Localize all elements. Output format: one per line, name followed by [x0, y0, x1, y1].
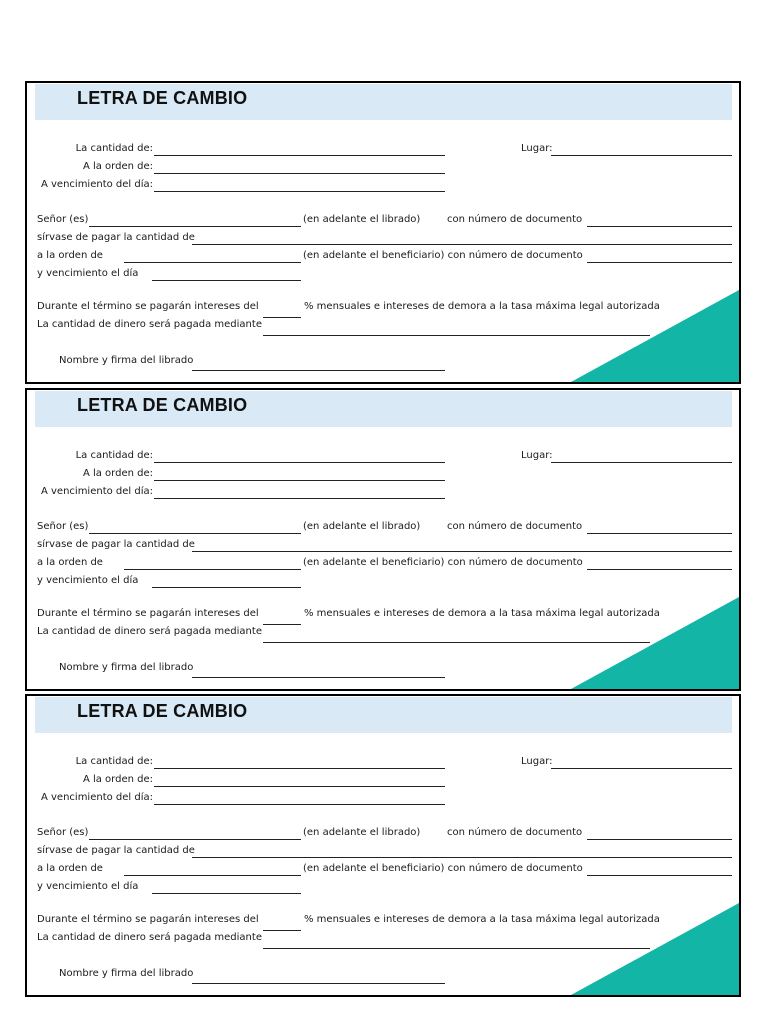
- cantidad-label: La cantidad de:: [75, 756, 153, 767]
- orden-label: A la orden de:: [82, 161, 153, 172]
- senor-field[interactable]: [89, 839, 301, 840]
- mensuales-label: % mensuales e intereses de demora a la tasa máxima legal autorizada: [304, 914, 660, 925]
- documento-label: con número de documento: [447, 827, 583, 838]
- beneficiario-label: (en adelante el beneficiario) con número de documento: [303, 863, 583, 874]
- documento-beneficiario-field[interactable]: [587, 875, 732, 876]
- a-la-orden-field[interactable]: [124, 875, 301, 876]
- vencimiento-label: A vencimiento del día:: [40, 179, 153, 190]
- lugar-field[interactable]: [551, 768, 732, 769]
- y-vencimiento-label: y vencimiento el día: [37, 268, 139, 279]
- orden-field[interactable]: [154, 173, 445, 174]
- letra-de-cambio-form: [25, 388, 741, 691]
- cantidad-label: La cantidad de:: [75, 450, 153, 461]
- sirvase-label: sírvase de pagar la cantidad de: [37, 539, 195, 550]
- senor-label: Señor (es): [37, 827, 89, 838]
- lugar-label: Lugar:: [521, 756, 553, 767]
- firma-field[interactable]: [192, 370, 445, 371]
- sirvase-label: sírvase de pagar la cantidad de: [37, 845, 195, 856]
- pagada-field[interactable]: [263, 335, 650, 336]
- durante-label: Durante el término se pagarán intereses del: [37, 608, 259, 619]
- documento-librado-field[interactable]: [587, 226, 732, 227]
- sirvase-field[interactable]: [192, 244, 732, 245]
- firma-field[interactable]: [192, 983, 445, 984]
- senor-field[interactable]: [89, 226, 301, 227]
- firma-label: Nombre y firma del librado: [59, 355, 194, 366]
- letra-de-cambio-form: [25, 694, 741, 997]
- lugar-label: Lugar:: [521, 143, 553, 154]
- intereses-field[interactable]: [263, 624, 301, 625]
- orden-label: A la orden de:: [82, 468, 153, 479]
- orden-label: A la orden de:: [82, 774, 153, 785]
- cantidad-label: La cantidad de:: [75, 143, 153, 154]
- documento-beneficiario-field[interactable]: [587, 569, 732, 570]
- a-la-orden-field[interactable]: [124, 262, 301, 263]
- mensuales-label: % mensuales e intereses de demora a la tasa máxima legal autorizada: [304, 301, 660, 312]
- lugar-label: Lugar:: [521, 450, 553, 461]
- vencimiento-field[interactable]: [154, 498, 445, 499]
- cantidad-field[interactable]: [154, 462, 445, 463]
- firma-field[interactable]: [192, 677, 445, 678]
- pagada-label: La cantidad de dinero será pagada mediante: [37, 932, 262, 943]
- senor-label: Señor (es): [37, 214, 89, 225]
- pagada-label: La cantidad de dinero será pagada mediante: [37, 626, 262, 637]
- form-title: LETRA DE CAMBIO: [77, 88, 248, 108]
- sirvase-field[interactable]: [192, 551, 732, 552]
- senor-label: Señor (es): [37, 521, 89, 532]
- documento-label: con número de documento: [447, 521, 583, 532]
- y-vencimiento-field[interactable]: [152, 893, 301, 894]
- durante-label: Durante el término se pagarán intereses del: [37, 914, 259, 925]
- pagada-field[interactable]: [263, 642, 650, 643]
- beneficiario-label: (en adelante el beneficiario) con número de documento: [303, 250, 583, 261]
- senor-field[interactable]: [89, 533, 301, 534]
- form-title: LETRA DE CAMBIO: [77, 701, 248, 721]
- vencimiento-field[interactable]: [154, 804, 445, 805]
- vencimiento-field[interactable]: [154, 191, 445, 192]
- orden-field[interactable]: [154, 786, 445, 787]
- a-la-orden-label: a la orden de: [37, 250, 103, 261]
- letra-de-cambio-form: [25, 81, 741, 384]
- y-vencimiento-label: y vencimiento el día: [37, 575, 139, 586]
- librado-label: (en adelante el librado): [303, 214, 421, 225]
- a-la-orden-label: a la orden de: [37, 557, 103, 568]
- vencimiento-label: A vencimiento del día:: [40, 486, 153, 497]
- mensuales-label: % mensuales e intereses de demora a la tasa máxima legal autorizada: [304, 608, 660, 619]
- intereses-field[interactable]: [263, 317, 301, 318]
- librado-label: (en adelante el librado): [303, 827, 421, 838]
- pagada-field[interactable]: [263, 948, 650, 949]
- lugar-field[interactable]: [551, 155, 732, 156]
- a-la-orden-label: a la orden de: [37, 863, 103, 874]
- documento-librado-field[interactable]: [587, 533, 732, 534]
- orden-field[interactable]: [154, 480, 445, 481]
- cantidad-field[interactable]: [154, 768, 445, 769]
- lugar-field[interactable]: [551, 462, 732, 463]
- intereses-field[interactable]: [263, 930, 301, 931]
- vencimiento-label: A vencimiento del día:: [40, 792, 153, 803]
- firma-label: Nombre y firma del librado: [59, 968, 194, 979]
- documento-beneficiario-field[interactable]: [587, 262, 732, 263]
- sirvase-field[interactable]: [192, 857, 732, 858]
- sirvase-label: sírvase de pagar la cantidad de: [37, 232, 195, 243]
- y-vencimiento-field[interactable]: [152, 587, 301, 588]
- pagada-label: La cantidad de dinero será pagada mediante: [37, 319, 262, 330]
- documento-label: con número de documento: [447, 214, 583, 225]
- form-title: LETRA DE CAMBIO: [77, 395, 248, 415]
- cantidad-field[interactable]: [154, 155, 445, 156]
- durante-label: Durante el término se pagarán intereses del: [37, 301, 259, 312]
- beneficiario-label: (en adelante el beneficiario) con número de documento: [303, 557, 583, 568]
- y-vencimiento-field[interactable]: [152, 280, 301, 281]
- firma-label: Nombre y firma del librado: [59, 662, 194, 673]
- y-vencimiento-label: y vencimiento el día: [37, 881, 139, 892]
- documento-librado-field[interactable]: [587, 839, 732, 840]
- librado-label: (en adelante el librado): [303, 521, 421, 532]
- a-la-orden-field[interactable]: [124, 569, 301, 570]
